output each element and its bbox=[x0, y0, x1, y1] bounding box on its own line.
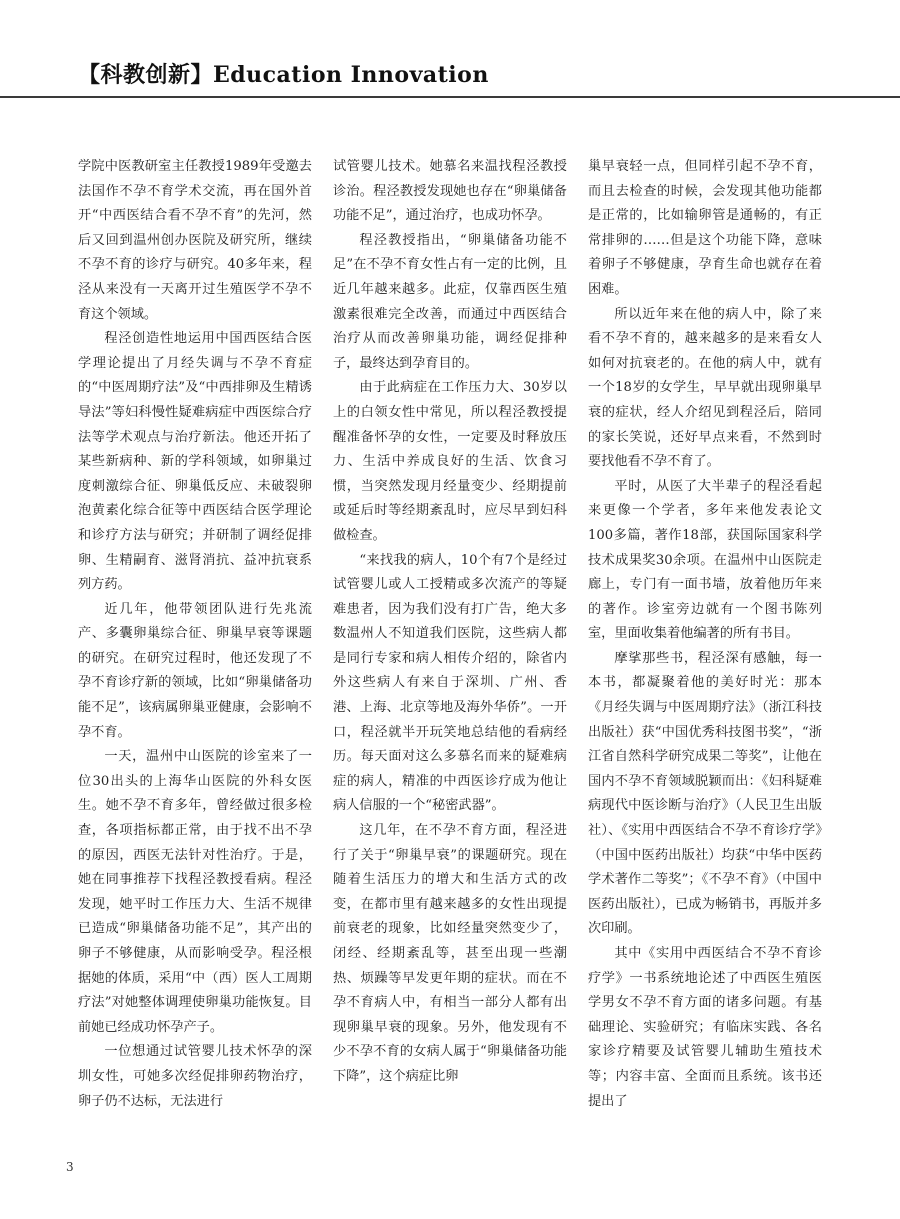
paragraph: 摩挲那些书，程泾深有感触，每一本书，都凝聚着他的美好时光：那本《月经失调与中医周期疗法》（浙江科技出版社）获“中国优秀科技图书奖”，“浙江省自然科学研究成果二等奖”，让他在国内不孕不育领域脱颖而出：《妇科疑难病现代中医诊断与治疗》（人民卫生出版社）、《实用中西医结合不孕不育诊疗学》（中国中医药出版社）均获“中华中医药学术著作二等奖”；《不孕不育》（中国中医药出版社），已成为畅销书，再版并多次印刷。 bbox=[588, 650, 822, 937]
paragraph: 程泾创造性地运用中国西医结合医学理论提出了月经失调与不孕不育症的“中医周期疗法”及“中西排卵及生精诱导法”等妇科慢性疑难病症中西医综合疗法等学术观点与治疗新法。他还开拓了某些新病种、新的学科领域，如卵巢过度刺激综合征、卵巢低反应、未破裂卵泡黄素化综合征等中西医结合医学理论和诊疗方法与研究；并研制了调经促排卵、生精嗣育、滋肾消抗、益冲抗衰系列方药。 bbox=[78, 331, 312, 593]
paragraph: 平时，从医了大半辈子的程泾看起来更像一个学者，多年来他发表论文100多篇，著作18部，获国际国家科学技术成果奖30余项。在温州中山医院走廊上，专门有一面书墙，放着他历年来的著作。诊室旁边就有一个图书陈列室，里面收集着他编著的所有书目。 bbox=[588, 478, 822, 642]
paragraph: 由于此病症在工作压力大、30岁以上的白领女性中常见，所以程泾教授提醒准备怀孕的女性，一定要及时释放压力、生活中养成良好的生活、饮食习惯，当突然发现月经量变少、经期提前或延后时等经期紊乱时，应尽早到妇科做检查。 bbox=[333, 380, 567, 543]
column-2 bbox=[333, 155, 567, 1090]
paragraph: 巢早衰轻一点，但同样引起不孕不育，而且去检查的时候，会发现其他功能都是正常的，比如输卵管是通畅的，有正常排卵的……但是这个功能下降，意味着卵子不够健康，孕育生命也就存在着困难。 bbox=[588, 159, 822, 297]
paragraph: 学院中医教研室主任教授1989年受邀去法国作不孕不育学术交流，再在国外首开“中西医结合看不孕不育”的先河，然后又回到温州创办医院及研究所，继续不孕不育的诊疗与研究。40多年来，程泾从来没有一天离开过生殖医学不孕不育这个领域。 bbox=[78, 159, 312, 322]
column-3 bbox=[588, 155, 822, 1114]
paragraph: 一天，温州中山医院的诊室来了一位30出头的上海华山医院的外科女医生。她不孕不育多年，曾经做过很多检查，各项指标都正常，由于找不出不孕的原因，西医无法针对性治疗。于是，她在同事推荐下找程泾教授看病。程泾发现，她平时工作压力大、生活不规律已造成“卵巢储备功能不足”，其产出的卵子不够健康，从而影响受孕。程泾根据她的体质，采用“中（西）医人工周期疗法”对她整体调理使卵巢功能恢复。目前她已经成功怀孕产子。 bbox=[78, 749, 312, 1035]
paragraph: 所以近年来在他的病人中，除了来看不孕不育的，越来越多的是来看女人如何对抗衰老的。在他的病人中，就有一个18岁的女学生，早早就出现卵巢早衰的症状，经人介绍见到程泾后，陪同的家长笑说，还好早点来看，不然到时要找他看不孕不育了。 bbox=[588, 306, 822, 470]
page-number: 3 bbox=[66, 1160, 74, 1174]
paragraph: 近几年，他带领团队进行先兆流产、多囊卵巢综合征、卵巢早衰等课题的研究。在研究过程时，他还发现了不孕不育诊疗新的领域，比如“卵巢储备功能不足”，该病属卵巢亚健康，会影响不孕不育。 bbox=[78, 601, 312, 740]
paragraph: 试管婴儿技术。她慕名来温找程泾教授诊治。程泾教授发现她也存在“卵巢储备功能不足”，通过治疗，也成功怀孕。 bbox=[333, 159, 567, 224]
paragraph: “来找我的病人，10个有7个是经过试管婴儿或人工授精或多次流产的等疑难患者，因为我们没有打广告，绝大多数温州人不知道我们医院，这些病人都是同行专家和病人相传介绍的，除省内外这些病人有来自于深圳、广州、香港、上海、北京等地及海外华侨”。一开口，程泾就半开玩笑地总结他的看病经历。每天面对这么多慕名而来的疑难病症的病人，精准的中西医诊疗成为他让病人信服的一个“秘密武器”。 bbox=[333, 552, 567, 814]
paragraph: 其中《实用中西医结合不孕不育诊疗学》一书系统地论述了中西医生殖医学男女不孕不育方面的诸多问题。有基础理论、实验研究；有临床实践、各名家诊疗精要及试管婴儿辅助生殖技术等；内容丰富、全面而且系统。该书还提出了 bbox=[588, 946, 822, 1109]
paragraph: 这几年，在不孕不育方面，程泾进行了关于“卵巢早衰”的课题研究。现在随着生活压力的增大和生活方式的改变，在都市里有越来越多的女性出现提前衰老的现象，比如经量突然变少了，闭经、经期紊乱等，甚至出现一些潮热、烦躁等早发更年期的症状。而在不孕不育病人中，有相当一部分人都有出现卵巢早衰的现象。另外，他发现有不少不孕不育的女病人属于“卵巢储备功能下降”，这个病症比卵 bbox=[333, 823, 567, 1084]
column-1 bbox=[78, 155, 312, 1114]
page-header: 【科教创新】Education Innovation bbox=[78, 62, 489, 88]
paragraph: 程泾教授指出，“卵巢储备功能不足”在不孕不育女性占有一定的比例，且近几年越来越多。此症，仅靠西医生殖激素很难完全改善，而通过中西医结合治疗从而改善卵巢功能，调经促排种子，最终达到孕育目的。 bbox=[333, 232, 567, 371]
paragraph: 一位想通过试管婴儿技术怀孕的深圳女性，可她多次经促排卵药物治疗，卵子仍不达标，无法进行 bbox=[78, 1044, 312, 1109]
header-rule bbox=[0, 96, 900, 98]
